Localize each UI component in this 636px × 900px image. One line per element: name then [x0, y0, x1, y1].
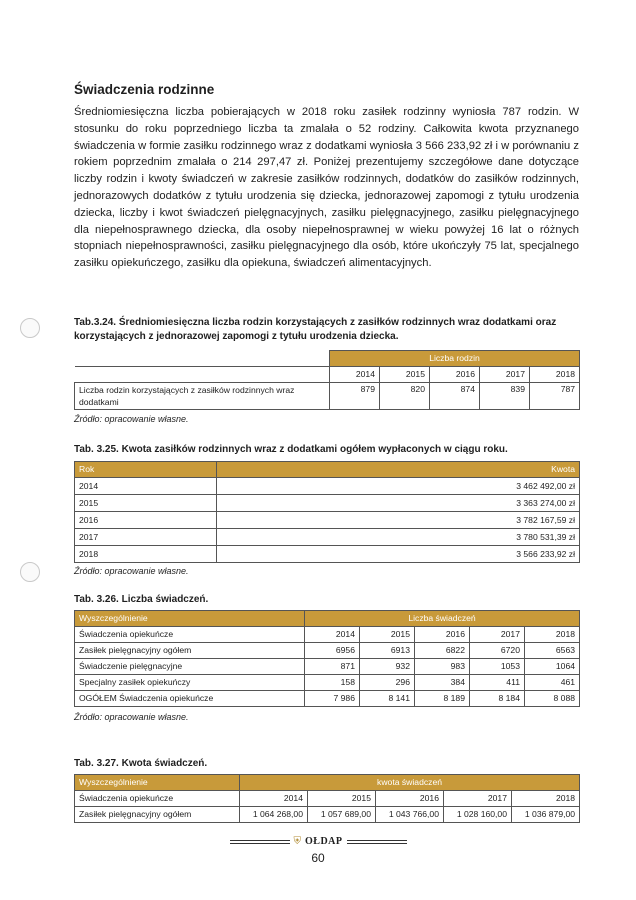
table-row — [75, 659, 580, 675]
section-title: Świadczenia rodzinne — [74, 82, 215, 97]
year-header: 2018 — [530, 367, 580, 383]
cell-value: 2016 — [376, 791, 444, 807]
cell-value: 983 — [415, 659, 470, 675]
cell-value: 839 — [480, 383, 530, 410]
cell-value: 6913 — [360, 643, 415, 659]
crest-icon: ⛨ — [293, 836, 301, 847]
footer-logo-text: OŁDAP — [305, 836, 343, 847]
cell-value: 2017 — [444, 791, 512, 807]
table-row — [75, 675, 580, 691]
cell-value: 6822 — [415, 643, 470, 659]
cell-amount: 3 566 233,92 zł — [217, 546, 580, 563]
table-3-26 — [74, 610, 580, 707]
column-header-year: Rok — [75, 462, 217, 478]
year-header: 2017 — [480, 367, 530, 383]
cell-year: 2015 — [75, 495, 217, 512]
cell-value: 1 043 766,00 — [376, 807, 444, 823]
cell-year: 2014 — [75, 478, 217, 495]
cell-value: 461 — [525, 675, 580, 691]
cell-value: 6720 — [470, 643, 525, 659]
cell-year: 2017 — [75, 529, 217, 546]
cell-value: 2015 — [360, 627, 415, 643]
column-header-spec: Wyszczególnienie — [75, 611, 305, 627]
table-row — [75, 627, 580, 643]
page-number: 60 — [311, 851, 325, 865]
column-header-amount: Kwota — [217, 462, 580, 478]
table-3-24-caption: Tab.3.24. Średniomiesięczna liczba rodzin korzystających z zasiłków rodzinnych wraz dodatkami oraz korzystających z jednorazowej zapomogi z tytułu urodzenia dziecka. — [74, 317, 557, 342]
cell-value: 1 064 268,00 — [240, 807, 308, 823]
table-row — [75, 791, 580, 807]
cell-value: 6563 — [525, 643, 580, 659]
cell-value: 8 189 — [415, 691, 470, 707]
row-label: OGÓŁEM Świadczenia opiekuńcze — [75, 691, 305, 707]
binder-hole — [20, 562, 40, 582]
group-header: kwota świadczeń — [240, 775, 580, 791]
table-row — [75, 512, 580, 529]
row-label: Liczba rodzin korzystających z zasiłków rodzinnych wraz dodatkami — [75, 383, 330, 410]
footer-rule — [230, 840, 290, 844]
cell-value: 2018 — [525, 627, 580, 643]
cell-value: 2018 — [512, 791, 580, 807]
row-label: Świadczenie pielęgnacyjne — [75, 659, 305, 675]
cell-value: 411 — [470, 675, 525, 691]
table-3-24 — [74, 350, 580, 410]
table-3-27 — [74, 774, 580, 823]
table-3-25 — [74, 461, 580, 563]
cell-value: 2016 — [415, 627, 470, 643]
intro-paragraph: Średniomiesięczna liczba pobierających w 2018 roku zasiłek rodzinny wyniosła 787 rodzin. W stosunku do roku poprzedniego liczba ta zmalała o 52 rodziny. Całkowita kwota przyznanego świadczenia w formie zasiłku rodzinnego wraz z dodatkami wyniosła 3 566 233,92 zł i w porównaniu z rokiem poprzednim zmalała o 214 297,47 zł. Poniżej prezentujemy szczegółowe dane dotyczące liczby rodzin i kwoty świadczeń w zakresie zasiłków rodzinnych, dodatków do zasiłków rodzinnych, jednorazowych dodatków z tytułu urodzenia się dziecka, jednorazowej zapomogi z tytułu urodzenia dziecka, liczby i kwot świadczeń pielęgnacyjnych, zasiłku pielęgnacyjnego, zasiłku pielęgnacyjnego dla niepełnosprawnego dziecka, dla osoby niepełnosprawnej w wieku powyżej 16 lat o różnych stopniach niepełnosprawności, zasiłku pielęgnacyjnego dla osób, które ukończyły 75 lat, specjalnego zasiłku opiekuńczego, zasiłku dla opiekuna, świadczeń alimentacyjnych. — [74, 106, 579, 270]
row-label: Zasiłek pielęgnacyjny ogółem — [75, 643, 305, 659]
row-label: Świadczenia opiekuńcze — [75, 791, 240, 807]
cell-value: 6956 — [305, 643, 360, 659]
row-label: Świadczenia opiekuńcze — [75, 627, 305, 643]
cell-amount: 3 782 167,59 zł — [217, 512, 580, 529]
table-row — [75, 529, 580, 546]
empty-header-cell — [75, 351, 330, 367]
table-row — [75, 478, 580, 495]
year-header: 2015 — [380, 367, 430, 383]
cell-year: 2016 — [75, 512, 217, 529]
cell-value: 1053 — [470, 659, 525, 675]
cell-value: 871 — [305, 659, 360, 675]
table-3-26-caption: Tab. 3.26. Liczba świadczeń. — [74, 594, 209, 605]
year-header: 2016 — [430, 367, 480, 383]
cell-value: 384 — [415, 675, 470, 691]
cell-value: 1064 — [525, 659, 580, 675]
table-row — [75, 546, 580, 563]
cell-value: 296 — [360, 675, 415, 691]
cell-value: 8 184 — [470, 691, 525, 707]
table-row — [75, 495, 580, 512]
cell-value: 2014 — [305, 627, 360, 643]
cell-value: 8 088 — [525, 691, 580, 707]
year-header: 2014 — [330, 367, 380, 383]
cell-value: 874 — [430, 383, 480, 410]
page-footer — [0, 836, 636, 865]
cell-value: 8 141 — [360, 691, 415, 707]
source-note: Źródło: opracowanie własne. — [74, 712, 189, 722]
cell-value: 1 036 879,00 — [512, 807, 580, 823]
table-3-27-caption: Tab. 3.27. Kwota świadczeń. — [74, 758, 208, 769]
table-row — [75, 643, 580, 659]
table-row — [75, 383, 580, 410]
cell-value: 2017 — [470, 627, 525, 643]
cell-amount: 3 780 531,39 zł — [217, 529, 580, 546]
cell-value: 158 — [305, 675, 360, 691]
footer-rule — [347, 840, 407, 844]
cell-year: 2018 — [75, 546, 217, 563]
row-label: Specjalny zasiłek opiekuńczy — [75, 675, 305, 691]
cell-value: 7 986 — [305, 691, 360, 707]
cell-value: 1 057 689,00 — [308, 807, 376, 823]
cell-amount: 3 363 274,00 zł — [217, 495, 580, 512]
column-header-spec: Wyszczególnienie — [75, 775, 240, 791]
source-note: Źródło: opracowanie własne. — [74, 566, 189, 576]
cell-amount: 3 462 492,00 zł — [217, 478, 580, 495]
footer-logo — [0, 836, 636, 847]
binder-hole — [20, 318, 40, 338]
cell-value: 2015 — [308, 791, 376, 807]
table-3-25-caption: Tab. 3.25. Kwota zasiłków rodzinnych wraz z dodatkami ogółem wypłaconych w ciągu roku. — [74, 444, 508, 455]
cell-value: 2014 — [240, 791, 308, 807]
cell-value: 787 — [530, 383, 580, 410]
cell-value: 879 — [330, 383, 380, 410]
group-header: Liczba rodzin — [330, 351, 580, 367]
table-row — [75, 807, 580, 823]
group-header: Liczba świadczeń — [305, 611, 580, 627]
empty-header-cell — [75, 367, 330, 383]
table-row — [75, 691, 580, 707]
cell-value: 1 028 160,00 — [444, 807, 512, 823]
row-label: Zasiłek pielęgnacyjny ogółem — [75, 807, 240, 823]
cell-value: 932 — [360, 659, 415, 675]
source-note: Źródło: opracowanie własne. — [74, 414, 189, 424]
cell-value: 820 — [380, 383, 430, 410]
